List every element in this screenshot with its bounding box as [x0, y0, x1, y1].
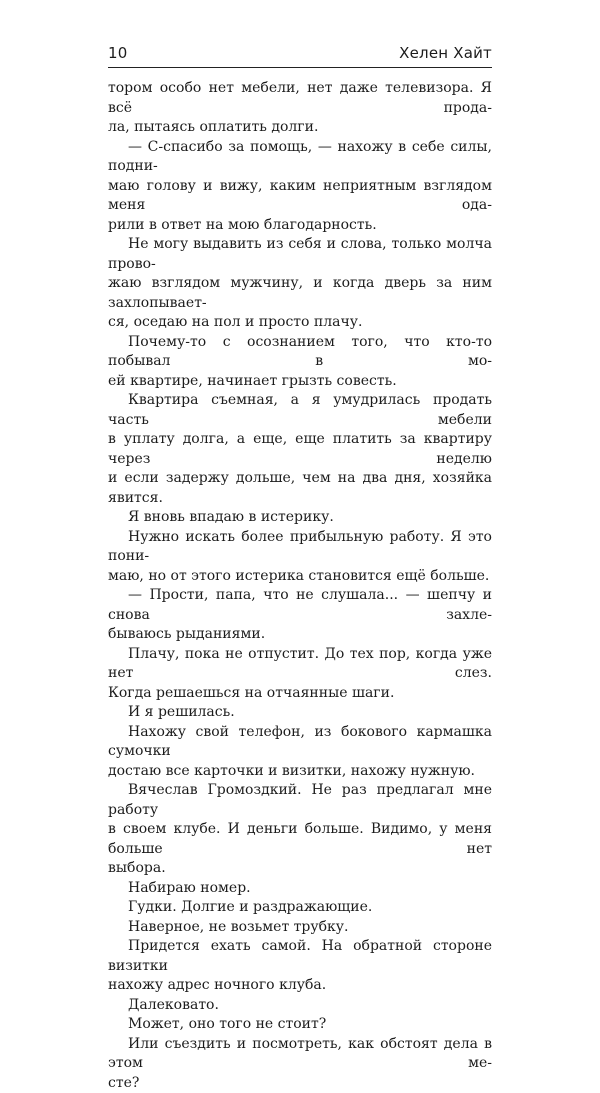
- text-line: Или съездить и посмотреть, как обстоят дела в этом ме-: [108, 1035, 492, 1074]
- text-line: в уплату долга, а еще, еще платить за квартиру через неделю: [108, 430, 492, 469]
- text-line: — С-спасибо за помощь, — нахожу в себе силы, подни-: [108, 138, 492, 177]
- text-line: выбора.: [108, 859, 492, 879]
- text-line: Далековато.: [108, 996, 492, 1016]
- text-line: Не могу выдавить из себя и слова, только молча прово-: [108, 235, 492, 274]
- text-line: И я решилась.: [108, 703, 492, 723]
- text-line: нахожу адрес ночного клуба.: [108, 976, 492, 996]
- text-line: Почему-то с осознанием того, что кто-то побывал в мо-: [108, 333, 492, 372]
- text-line: Нужно искать более прибыльную работу. Я это пони-: [108, 528, 492, 567]
- text-line: ся, оседаю на пол и просто плачу.: [108, 313, 492, 333]
- text-line: сте?: [108, 1074, 492, 1093]
- running-head: [108, 44, 492, 62]
- text-line: бываюсь рыданиями.: [108, 625, 492, 645]
- body-text: [108, 79, 492, 1093]
- text-line: Плачу, пока не отпустит. До тех пор, когда уже нет слез.: [108, 645, 492, 684]
- header-rule: [108, 67, 492, 68]
- text-line: маю голову и вижу, каким неприятным взглядом меня ода-: [108, 177, 492, 216]
- text-line: — Прости, папа, что не слушала... — шепчу и снова захле-: [108, 586, 492, 625]
- text-line: тором особо нет мебели, нет даже телевизора. Я всё прода-: [108, 79, 492, 118]
- text-line: в своем клубе. И деньги больше. Видимо, у меня больше нет: [108, 820, 492, 859]
- text-line: достаю все карточки и визитки, нахожу нужную.: [108, 762, 492, 782]
- text-line: Квартира съемная, а я умудрилась продать часть мебели: [108, 391, 492, 430]
- text-line: маю, но от этого истерика становится ещё больше.: [108, 567, 492, 587]
- author-name: Хелен Хайт: [399, 44, 492, 62]
- text-line: Придется ехать самой. На обратной стороне визитки: [108, 937, 492, 976]
- text-line: Набираю номер.: [108, 879, 492, 899]
- text-line: ей квартире, начинает грызть совесть.: [108, 372, 492, 392]
- text-line: Вячеслав Громоздкий. Не раз предлагал мне работу: [108, 781, 492, 820]
- text-line: Я вновь впадаю в истерику.: [108, 508, 492, 528]
- text-line: Может, оно того не стоит?: [108, 1015, 492, 1035]
- text-line: Нахожу свой телефон, из бокового кармашка сумочки: [108, 723, 492, 762]
- text-line: жаю взглядом мужчину, и когда дверь за ним захлопывает-: [108, 274, 492, 313]
- text-line: ла, пытаясь оплатить долги.: [108, 118, 492, 138]
- text-line: рили в ответ на мою благодарность.: [108, 216, 492, 236]
- text-line: и если задержу дольше, чем на два дня, хозяйка явится.: [108, 469, 492, 508]
- page-number: 10: [108, 44, 128, 62]
- text-line: Гудки. Долгие и раздражающие.: [108, 898, 492, 918]
- text-line: Наверное, не возьмет трубку.: [108, 918, 492, 938]
- text-line: Когда решаешься на отчаянные шаги.: [108, 684, 492, 704]
